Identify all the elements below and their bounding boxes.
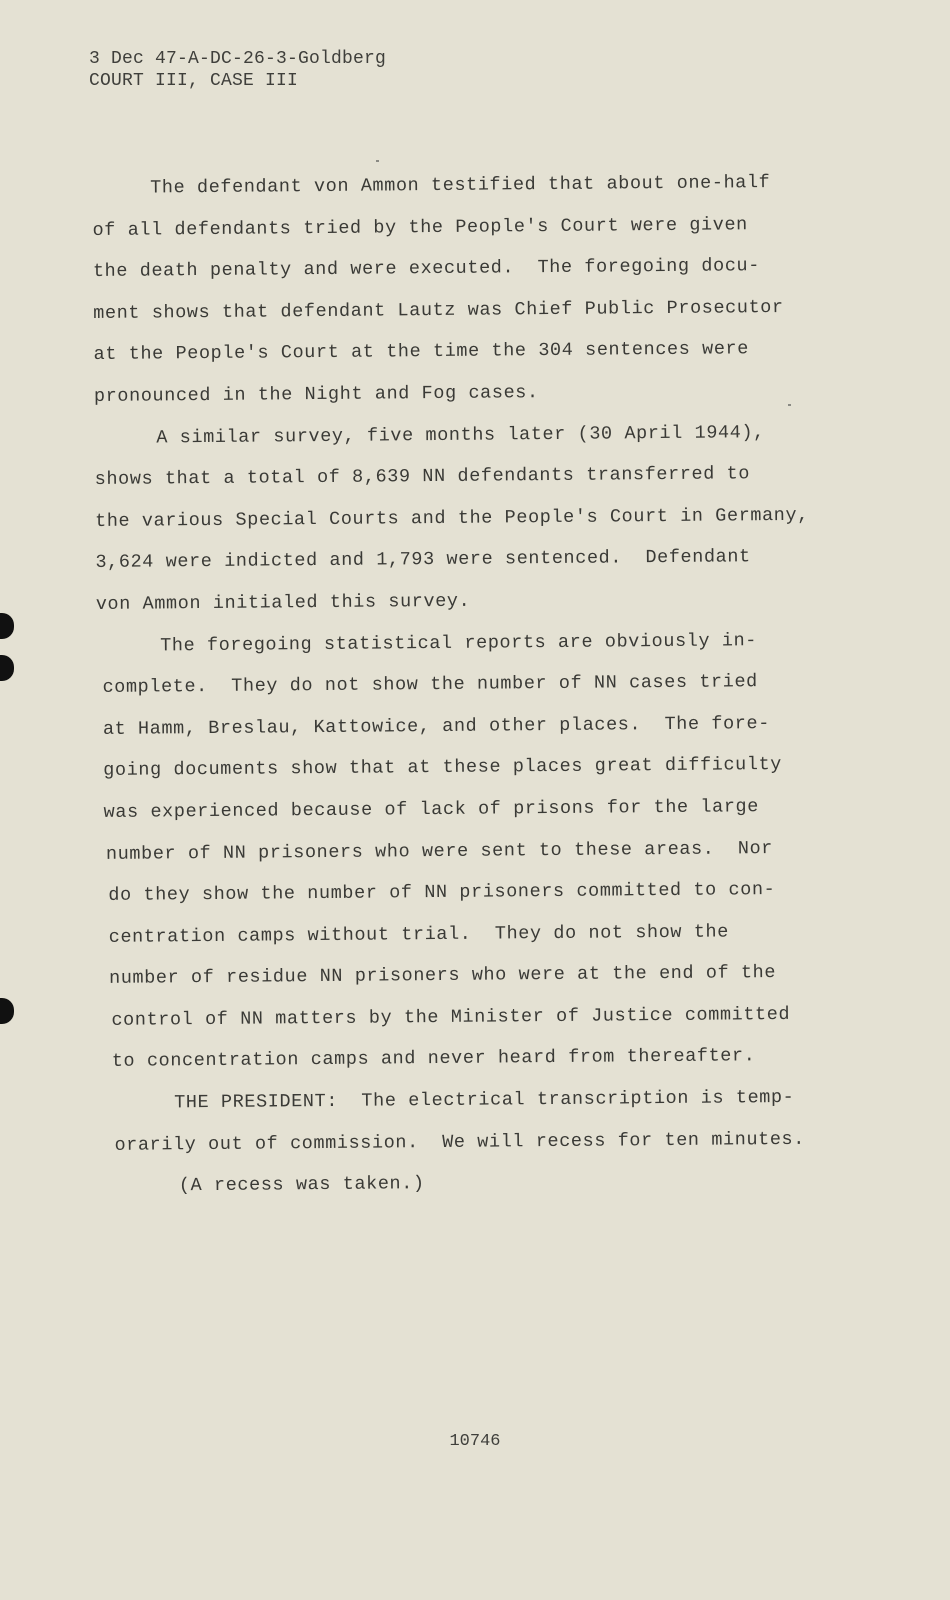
page-number: 10746: [449, 1432, 501, 1451]
paragraph-1: [92, 161, 854, 417]
text-line: shows that a total of 8,639 NN defendants transferred to: [94, 463, 751, 491]
text-line: going documents show that at these places great difficulty: [103, 754, 783, 782]
header-reference: 3 Dec 47-A-DC-26-3-Goldberg: [89, 49, 387, 69]
paragraph-4: [100, 1076, 861, 1166]
paragraph-2: [94, 411, 856, 626]
text-line: The foregoing statistical reports are obviously in-: [160, 629, 758, 656]
text-line: at Hamm, Breslau, Kattowice, and other places. The fore-: [102, 712, 770, 740]
text-line: THE PRESIDENT: The electrical transcription is temp-: [174, 1086, 795, 1114]
text-line: control of NN matters by the Minister of Justice committed: [111, 1003, 791, 1031]
text-line: pronounced in the Night and Fog cases.: [93, 382, 539, 407]
text-line: to concentration camps and never heard from thereafter.: [111, 1045, 756, 1073]
text-line: centration camps without trial. They do not show the: [108, 921, 729, 948]
binder-hole-3: [0, 998, 14, 1024]
text-line: (A recess was taken.): [178, 1173, 425, 1197]
text-line: the death penalty and were executed. The foregoing docu-: [92, 255, 760, 283]
text-line: orarily out of commission. We will recess for ten minutes.: [114, 1128, 805, 1156]
text-line: number of NN prisoners who were sent to these areas. Nor: [105, 837, 774, 865]
text-line: von Ammon initialed this survey.: [95, 590, 471, 615]
paragraph-5: [101, 1160, 861, 1208]
document-header: [89, 48, 386, 92]
text-line: 3,624 were indicted and 1,793 were sentenced. Defendant: [95, 546, 751, 574]
text-line: at the People's Court at the time the 304 sentences were: [93, 338, 750, 366]
text-line: number of residue NN prisoners who were at the end of the: [108, 962, 777, 990]
ink-speck: [376, 160, 379, 162]
header-court-case: COURT III, CASE III: [89, 71, 299, 91]
text-line: of all defendants tried by the People's Court were given: [92, 213, 748, 241]
text-line: ment shows that defendant Lautz was Chief Public Prosecutor: [93, 296, 784, 324]
binder-hole-1: [0, 613, 14, 639]
text-line: A similar survey, five months later (30 April 1944),: [156, 421, 765, 449]
text-line: complete. They do not show the number of NN cases tried: [102, 671, 758, 699]
paragraph-3: [96, 619, 860, 1083]
text-line: do they show the number of NN prisoners committed to con-: [108, 879, 776, 906]
binder-hole-2: [0, 655, 14, 681]
text-line: the various Special Courts and the People's Court in Germany,: [94, 504, 809, 532]
text-line: was experienced because of lack of prisons for the large: [103, 796, 760, 823]
document-body: [92, 161, 861, 1207]
text-line: The defendant von Ammon testified that about one-half: [150, 172, 771, 199]
